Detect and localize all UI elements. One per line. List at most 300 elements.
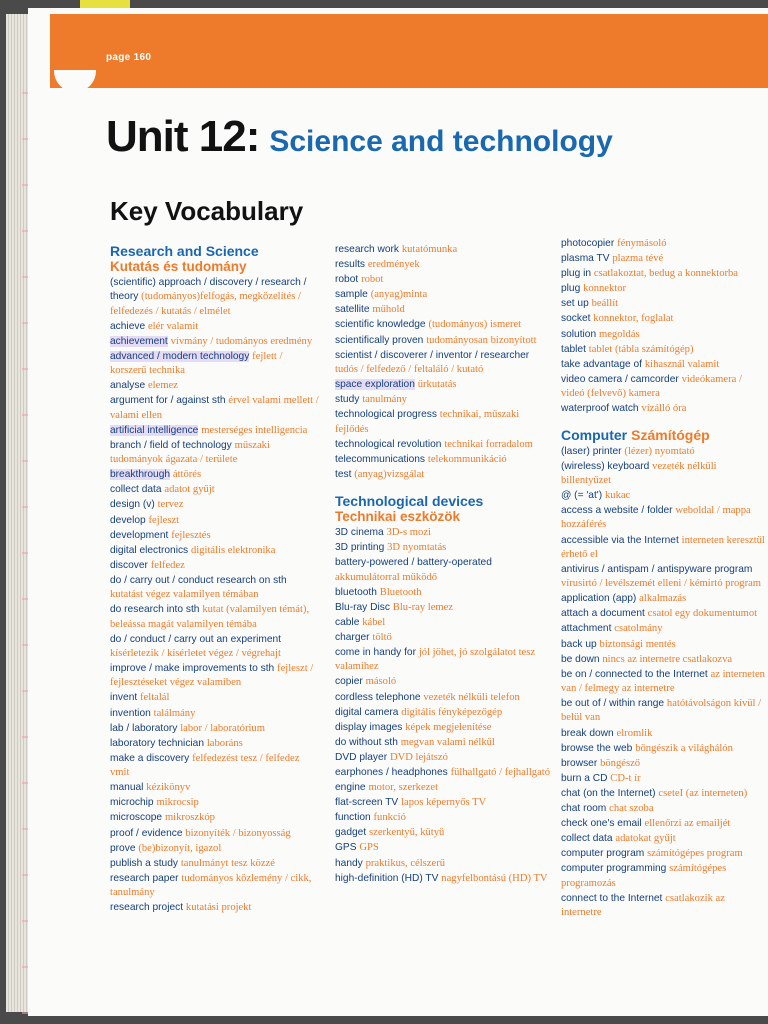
hungarian-translation: kábel — [362, 616, 386, 628]
vocab-entry — [335, 258, 551, 272]
vocab-entry — [561, 489, 768, 503]
vocab-entry — [335, 675, 551, 689]
english-term: battery-powered / battery-operated — [335, 557, 492, 569]
hungarian-translation: műhold — [372, 304, 405, 316]
english-term: high-definition (HD) TV — [335, 872, 439, 884]
vocab-entry — [561, 445, 768, 459]
vocab-entry — [335, 631, 551, 645]
english-term: be down — [561, 653, 600, 665]
vocab-entry — [335, 826, 551, 840]
english-term: achieve — [110, 320, 146, 332]
english-term: collect data — [561, 833, 613, 845]
vocab-entry — [110, 752, 320, 781]
vocab-entry — [110, 424, 320, 438]
english-term: earphones / headphones — [335, 767, 448, 779]
vocab-entry — [335, 601, 551, 615]
entry-list — [110, 276, 320, 915]
hungarian-translation: 3D nyomtatás — [387, 542, 447, 554]
english-term: 3D printing — [335, 542, 385, 554]
hungarian-translation: kutatási projekt — [185, 902, 252, 914]
hungarian-translation: kutatást végez valamilyen témában — [110, 589, 259, 601]
english-term: sample — [335, 289, 368, 301]
hungarian-translation: csatol egy dokumentumot — [647, 608, 758, 620]
english-term: socket — [561, 313, 591, 325]
english-term: Blu-ray Disc — [335, 601, 390, 613]
english-term: make a discovery — [110, 752, 190, 764]
hungarian-translation: böngésző — [600, 757, 641, 769]
hungarian-translation: nagyfelbontású (HD) TV — [441, 872, 548, 884]
hungarian-translation: csatolmány — [614, 623, 663, 635]
vocab-entry — [110, 544, 320, 558]
hungarian-translation: tudós / felfedező / feltaláló / kutató — [335, 363, 484, 375]
english-term: develop — [110, 514, 146, 526]
vocab-entry — [110, 529, 320, 543]
english-term: breakthrough — [110, 469, 171, 481]
english-term: computer program — [561, 848, 645, 860]
hungarian-translation: laboráns — [206, 737, 243, 749]
unit-title — [106, 112, 613, 162]
hungarian-translation: 3D-s mozi — [386, 527, 431, 539]
english-term: set up — [561, 298, 589, 310]
english-term: charger — [335, 631, 370, 643]
hungarian-translation: elér valamit — [147, 320, 199, 332]
english-term: display images — [335, 721, 403, 733]
english-term: research project — [110, 902, 184, 914]
english-term: design (v) — [110, 499, 155, 511]
hungarian-translation: bizonyíték / bizonyosság — [185, 827, 291, 839]
vocab-entry — [335, 541, 551, 555]
vocab-entry — [561, 787, 768, 801]
hungarian-translation: csatlakoztat, bedug a konnektorba — [593, 268, 739, 280]
english-term: plug — [561, 283, 581, 295]
english-term: results — [335, 259, 366, 271]
english-term: invention — [110, 707, 151, 719]
english-term: chat room — [561, 803, 607, 814]
vocab-entry — [335, 526, 551, 540]
english-term: burn a CD — [561, 772, 608, 784]
hungarian-translation: csatlakozik az internetre — [561, 892, 725, 919]
english-term: argument for / against sth — [110, 395, 226, 407]
hungarian-translation: ellenőrzi az emailjét — [644, 818, 731, 830]
vocab-entry — [561, 312, 768, 326]
english-term: do without sth — [335, 736, 398, 748]
hungarian-translation: alkalmazás — [639, 593, 687, 605]
vocab-entry — [561, 237, 768, 251]
english-term: 3D cinema — [335, 527, 384, 539]
vocab-entry — [561, 622, 768, 636]
entry-list — [335, 243, 551, 482]
hungarian-translation: videókamera / videó (felvevő) kamera — [561, 373, 742, 400]
english-term: digital electronics — [110, 544, 189, 556]
hungarian-translation: adatot gyűjt — [164, 484, 215, 496]
hungarian-translation: mikrocsip — [156, 797, 199, 809]
vocab-entry — [335, 766, 551, 780]
hungarian-translation: mesterséges intelligencia — [201, 424, 308, 436]
vocab-entry — [110, 320, 320, 334]
english-term: scientifically proven — [335, 334, 424, 346]
vocab-entry — [110, 737, 320, 751]
hungarian-translation: megvan valami nélkül — [400, 736, 495, 748]
english-term: prove — [110, 842, 136, 854]
vocab-entry — [561, 892, 768, 921]
english-term: technological revolution — [335, 438, 442, 450]
vocab-entry — [561, 358, 768, 372]
english-term: research paper — [110, 872, 179, 884]
english-term: take advantage of — [561, 358, 642, 370]
hungarian-translation: megoldás — [598, 328, 640, 340]
vocab-entry — [335, 349, 551, 378]
hungarian-translation: (be)bizonyít, igazol — [138, 842, 222, 854]
hungarian-translation: adatokat gyűjt — [615, 833, 676, 845]
vocab-entry — [335, 796, 551, 810]
vocab-entry — [110, 379, 320, 393]
english-term: laboratory technician — [110, 737, 205, 749]
vocab-entry — [110, 781, 320, 795]
page-number: page 160 — [106, 52, 152, 63]
english-term: DVD player — [335, 751, 388, 763]
vocab-entry — [110, 514, 320, 528]
vocab-entry — [561, 653, 768, 667]
hungarian-translation: érvel valami mellett / valami ellen — [110, 395, 319, 421]
vocab-entry — [110, 901, 320, 915]
hungarian-translation: nincs az internetre csatlakozva — [602, 653, 733, 665]
vocab-entry — [335, 393, 551, 407]
vocab-column-3 — [561, 237, 768, 921]
hungarian-translation: (tudományos) ismeret — [428, 319, 522, 331]
hungarian-translation: jól jöhet, jó szolgálatot tesz valamihez — [335, 647, 536, 673]
english-term: waterproof watch — [561, 403, 639, 415]
english-term: computer programming — [561, 863, 667, 875]
vocab-entry — [335, 751, 551, 765]
english-term: connect to the Internet — [561, 892, 663, 904]
vocab-entry — [110, 483, 320, 497]
hungarian-translation: labor / laboratórium — [180, 722, 265, 734]
hungarian-translation: hatótávolságon kívül / belül van — [561, 698, 762, 724]
english-term: telecommunications — [335, 453, 426, 465]
english-term: plug in — [561, 268, 592, 280]
section-title: Key Vocabulary — [110, 196, 304, 226]
hungarian-translation: feltalál — [140, 692, 170, 704]
vocab-entry — [335, 273, 551, 287]
hungarian-translation: CD-t ír — [610, 772, 641, 784]
hungarian-translation: vírusirtó / levélszemét elleni / kémirtó program — [561, 578, 762, 590]
heading-hungarian: Kutatás és tudomány — [110, 259, 247, 274]
vocab-entry — [335, 556, 551, 585]
vocab-entry — [561, 817, 768, 831]
vocab-entry — [561, 252, 768, 266]
hungarian-translation: elemez — [147, 380, 178, 392]
hungarian-translation: találmány — [153, 707, 196, 719]
hungarian-translation: chat szoba — [609, 803, 654, 814]
hungarian-translation: fénymásoló — [617, 238, 667, 249]
vocab-entry — [110, 439, 320, 468]
hungarian-translation: tanulmány — [362, 394, 407, 406]
hungarian-translation: tanulmányt tesz közzé — [180, 857, 275, 869]
hungarian-translation: technikai forradalom — [444, 438, 533, 450]
vocab-entry — [110, 394, 320, 423]
vocab-entry — [561, 638, 768, 652]
english-term: technological progress — [335, 409, 437, 421]
hungarian-translation: műszaki tudományok ágazata / területe — [110, 439, 270, 466]
hungarian-translation: kísérletezik / kísérletet végez / végrehajt — [110, 647, 281, 659]
hungarian-translation: robot — [361, 274, 384, 286]
hungarian-translation: kézikönyv — [146, 782, 191, 794]
english-term: @ (= 'at') — [561, 490, 603, 502]
hungarian-translation: (tudományos)felfogás, megközelítés / felfedezés / kutatás / elmélet — [110, 291, 301, 317]
english-term: robot — [335, 274, 359, 286]
hungarian-translation: vezeték nélküli telefon — [423, 691, 520, 703]
hungarian-translation: mikroszkóp — [164, 812, 215, 824]
english-term: scientific knowledge — [335, 319, 426, 331]
hungarian-translation: beállít — [591, 298, 619, 310]
vocab-entry — [561, 862, 768, 891]
english-term: plasma TV — [561, 253, 610, 265]
vocab-entry — [561, 592, 768, 606]
english-term: branch / field of technology — [110, 439, 232, 451]
vocab-entry — [561, 297, 768, 311]
vocab-entry — [561, 402, 768, 416]
english-term: development — [110, 529, 169, 541]
vocab-entry — [335, 334, 551, 348]
english-term: gadget — [335, 827, 367, 839]
hungarian-translation: böngészik a világhálón — [635, 742, 733, 754]
english-term: microchip — [110, 797, 154, 809]
vocab-entry — [561, 832, 768, 846]
vocab-entry — [110, 842, 320, 856]
english-term: scientist / discoverer / inventor / researcher — [335, 349, 530, 361]
vocab-entry — [561, 504, 768, 533]
hungarian-translation: tudományos közlemény / cikk, tanulmány — [110, 872, 312, 899]
heading-english: Technological devices — [335, 493, 484, 510]
vocab-entry — [110, 857, 320, 871]
english-term: be on / connected to the Internet — [561, 668, 708, 680]
hungarian-translation: fejlett / korszerű technika — [110, 350, 283, 377]
vocab-entry — [561, 772, 768, 786]
vocab-entry — [335, 736, 551, 750]
english-term: discover — [110, 559, 148, 571]
hungarian-translation: vívmány / tudományos eredmény — [170, 335, 313, 347]
hungarian-translation: szerkentyű, kütyü — [369, 827, 445, 839]
hungarian-translation: Bluetooth — [379, 586, 422, 598]
hungarian-translation: kukac — [604, 490, 631, 502]
hungarian-translation: áttörés — [172, 469, 202, 481]
vocab-entry — [335, 468, 551, 482]
english-term: access a website / folder — [561, 505, 673, 517]
entry-list — [335, 526, 551, 886]
english-term: space exploration — [335, 379, 415, 391]
hungarian-translation: weboldal / mappa hozzáférés — [561, 505, 751, 531]
heading-english: Computer — [561, 426, 628, 443]
vocab-entry — [561, 343, 768, 357]
vocab-entry — [561, 460, 768, 489]
english-term: microscope — [110, 812, 163, 824]
vocab-entry — [561, 282, 768, 296]
english-term: engine — [335, 782, 366, 794]
english-term: artificial intelligence — [110, 424, 199, 436]
hungarian-translation: cseteI (az interneten) — [658, 787, 748, 799]
vocab-entry — [335, 706, 551, 720]
english-term: do / conduct / carry out an experiment — [110, 633, 282, 645]
hungarian-translation: felfedez — [150, 559, 185, 571]
vocab-entry — [110, 722, 320, 736]
hungarian-translation: kihasznál valamit — [644, 358, 720, 370]
unit-number: Unit 12: — [106, 112, 260, 161]
hungarian-translation: telekommunikáció — [427, 453, 507, 465]
vocab-entry — [561, 563, 768, 592]
english-term: browser — [561, 757, 598, 769]
vocab-entry — [110, 603, 320, 632]
hungarian-translation: praktikus, célszerű — [365, 857, 446, 869]
english-term: satellite — [335, 304, 370, 316]
english-term: advanced / modern technology — [110, 350, 250, 362]
vocab-entry — [110, 559, 320, 573]
vocab-entry — [561, 757, 768, 771]
english-term: tablet — [561, 343, 586, 355]
english-term: function — [335, 812, 371, 824]
vocab-entry — [335, 646, 551, 675]
hungarian-translation: (lézer) nyomtató — [624, 445, 695, 457]
vocab-entry — [110, 691, 320, 705]
english-term: lab / laboratory — [110, 722, 178, 734]
vocab-entry — [110, 827, 320, 841]
vocab-entry — [110, 468, 320, 482]
hungarian-translation: kutatómunka — [401, 244, 458, 255]
entry-list — [561, 237, 768, 417]
vocab-entry — [335, 721, 551, 735]
vocab-entry — [561, 697, 768, 726]
vocab-entry — [335, 408, 551, 437]
hungarian-translation: képek megjelenítése — [405, 721, 492, 733]
hungarian-translation: fejleszt / fejlesztéseket végez valamiben — [110, 663, 314, 689]
vocab-entry — [335, 586, 551, 600]
vocab-entry — [561, 742, 768, 756]
english-term: copier — [335, 676, 363, 688]
hungarian-translation: fejleszt — [148, 514, 180, 526]
hungarian-translation: számítógépes programozás — [561, 863, 727, 889]
english-term: test — [335, 468, 352, 480]
hungarian-translation: digitális elektronika — [191, 544, 276, 556]
hungarian-translation: akkumulátorral működő — [335, 571, 438, 583]
english-term: handy — [335, 857, 363, 869]
hungarian-translation: konnektor — [583, 283, 627, 295]
english-term: publish a study — [110, 857, 178, 869]
vocab-entry — [110, 811, 320, 825]
english-term: research work — [335, 244, 399, 255]
english-term: chat (on the Internet) — [561, 787, 656, 799]
vocab-entry — [335, 872, 551, 886]
english-term: cordless telephone — [335, 691, 421, 703]
entry-list — [561, 445, 768, 921]
english-term: back up — [561, 638, 597, 650]
vocab-entry — [561, 668, 768, 697]
english-term: (laser) printer — [561, 445, 622, 457]
english-term: digital camera — [335, 706, 399, 718]
hungarian-translation: felfedezést tesz / felfedez vmit — [110, 752, 300, 779]
hungarian-translation: (anyag)minta — [370, 289, 428, 301]
vocab-entry — [335, 616, 551, 630]
english-term: improve / make improvements to sth — [110, 663, 275, 675]
english-term: antivirus / antispam / antispyware program — [561, 563, 753, 575]
heading-computer — [561, 427, 768, 443]
vocab-entry — [335, 857, 551, 871]
heading-hungarian: Technikai eszközök — [335, 509, 461, 525]
english-term: study — [335, 394, 360, 406]
english-term: bluetooth — [335, 586, 377, 598]
hungarian-translation: tervez — [157, 499, 184, 511]
english-term: (wireless) keyboard — [561, 460, 650, 472]
english-term: do research into sth — [110, 604, 200, 616]
english-term: browse the web — [561, 742, 633, 754]
hungarian-translation: digitális fényképezőgép — [401, 706, 503, 718]
hungarian-translation: plazma tévé — [612, 253, 664, 265]
vocab-entry — [110, 872, 320, 901]
vocab-entry — [561, 534, 768, 563]
hungarian-translation: fülhallgató / fejhallgató — [450, 767, 551, 779]
english-term: manual — [110, 782, 144, 794]
hungarian-translation: lapos képernyős TV — [401, 797, 487, 809]
vocab-entry — [110, 276, 320, 319]
hungarian-translation: kutat (valamilyen témát), beleássa magát valamilyen témába — [110, 604, 310, 630]
english-term: flat-screen TV — [335, 797, 399, 809]
vocab-entry — [335, 811, 551, 825]
hungarian-translation: számítógépes program — [647, 848, 743, 860]
hungarian-translation: (anyag)vizsgálat — [354, 468, 425, 480]
vocab-entry — [561, 847, 768, 861]
vocab-entry — [335, 303, 551, 317]
vocab-entry — [335, 378, 551, 392]
vocab-entry — [110, 574, 320, 603]
hungarian-translation: motor, szerkezet — [368, 782, 439, 794]
english-term: achievement — [110, 335, 168, 347]
hungarian-translation: fejlesztés — [171, 529, 211, 541]
english-term: photocopier — [561, 238, 615, 249]
hungarian-translation: Blu-ray lemez — [392, 601, 454, 613]
header-banner — [50, 14, 768, 88]
vocab-entry — [561, 607, 768, 621]
hungarian-translation: vezeték nélküli billentyűzet — [561, 460, 717, 486]
english-term: (scientific) approach / discovery / research / theory — [110, 277, 307, 303]
english-term: accessible via the Internet — [561, 534, 679, 546]
hungarian-translation: tablet (tábla számítógép) — [588, 343, 694, 355]
hungarian-translation: biztonsági mentés — [599, 638, 676, 650]
vocab-entry — [561, 373, 768, 402]
english-term: cable — [335, 616, 360, 628]
english-term: attach a document — [561, 608, 645, 620]
hungarian-translation: elromlik — [616, 727, 653, 739]
vocab-entry — [110, 498, 320, 512]
english-term: solution — [561, 328, 597, 340]
vocab-entry — [110, 707, 320, 721]
hungarian-translation: konnektor, foglalat — [593, 313, 674, 325]
english-term: invent — [110, 692, 138, 704]
hungarian-translation: funkció — [373, 812, 406, 824]
vocab-entry — [561, 727, 768, 741]
vocab-entry — [561, 267, 768, 281]
english-term: break down — [561, 727, 614, 739]
hungarian-translation: vízálló óra — [641, 403, 687, 415]
hungarian-translation: töltő — [372, 631, 392, 643]
heading-hungarian: Számítógép — [631, 426, 710, 443]
heading-english: Research and Science — [110, 243, 259, 259]
vocab-entry — [110, 796, 320, 810]
hungarian-translation: tudományosan bizonyított — [426, 334, 537, 346]
vocab-column-1 — [110, 244, 320, 916]
vocab-entry — [110, 662, 320, 691]
hungarian-translation: eredmények — [367, 259, 420, 271]
hungarian-translation: másoló — [365, 676, 397, 688]
english-term: attachment — [561, 623, 612, 635]
vocab-entry — [561, 802, 768, 816]
